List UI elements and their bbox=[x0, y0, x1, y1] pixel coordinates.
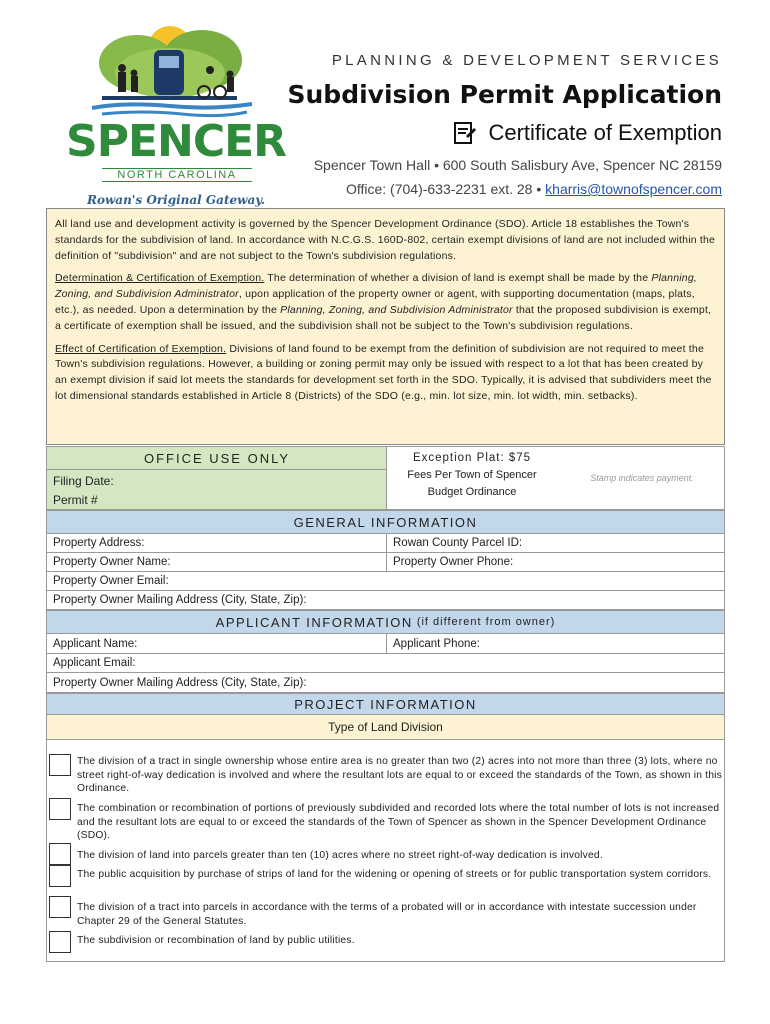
general-information-heading: GENERAL INFORMATION bbox=[47, 510, 724, 533]
office-use-section bbox=[46, 446, 725, 510]
department-name: PLANNING & DEVELOPMENT SERVICES bbox=[331, 52, 722, 69]
option-text-1: The division of a tract in single ownership whose entire area is no greater than two (2) acres into not more than three (3) lots, where no street right-of-way dedication is involved and where the resultant lots are equal to or exceed the standards of the Town, as shown in this Ordinance. bbox=[77, 756, 723, 794]
option-checkbox-1[interactable] bbox=[49, 754, 71, 776]
info-paragraph-2 bbox=[55, 271, 716, 334]
contact-email-link[interactable]: kharris@townofspencer.com bbox=[545, 181, 722, 197]
owner-phone-field[interactable]: Property Owner Phone: bbox=[393, 556, 514, 568]
address-row bbox=[46, 534, 725, 553]
option-checkbox-2[interactable] bbox=[49, 798, 71, 820]
option-checkbox-4[interactable] bbox=[49, 865, 71, 887]
applicant-information-heading bbox=[47, 610, 724, 633]
owner-email-field[interactable]: Property Owner Email: bbox=[53, 575, 169, 587]
applicant-mailing-field[interactable]: Property Owner Mailing Address (City, State, Zip): bbox=[53, 676, 307, 689]
option-text-3: The division of land into parcels greater than ten (10) acres where no street right-of-way dedication is involved. bbox=[77, 850, 603, 861]
applicant-row bbox=[46, 634, 725, 654]
document-stamp-icon bbox=[452, 120, 478, 146]
applicant-email-row bbox=[46, 654, 725, 673]
info-paragraph-3 bbox=[55, 342, 716, 405]
option-checkbox-5[interactable] bbox=[49, 896, 71, 918]
applicant-phone-field[interactable]: Applicant Phone: bbox=[393, 637, 480, 650]
logo-wordmark: SPENCER bbox=[66, 116, 287, 167]
logo-tagline: Rowan's Original Gateway. bbox=[86, 193, 265, 207]
owner-email-row bbox=[46, 572, 725, 591]
owner-row bbox=[46, 553, 725, 572]
fee-line-1: Fees Per Town of Spencer bbox=[407, 469, 537, 481]
p2-text-a: The determination of whether a division of land is exempt shall be made by the bbox=[264, 272, 652, 285]
owner-mailing-row bbox=[46, 591, 725, 610]
filing-date-field[interactable]: Filing Date: bbox=[53, 474, 114, 488]
stamp-note: Stamp indicates payment. bbox=[590, 473, 694, 483]
applicant-header-row bbox=[46, 610, 725, 634]
owner-name-field[interactable]: Property Owner Name: bbox=[47, 553, 387, 571]
page-title: Subdivision Permit Application bbox=[287, 80, 722, 109]
p3-text: Divisions of land found to be exempt from the definition of subdivision are not required to meet the Town's subdivision regulations. However, a building or zoning permit may only be issued with respect to a lot that has been created by an exempt division if said lot meets the standards for development set forth in the SDO. Typically, it is advised that subdividers meet the lot dimensional standards established in Article 8 (Districts) of the SDO (e.g., min. lot size, min. lot width, min. setbacks). bbox=[55, 342, 712, 402]
permit-number-field[interactable]: Permit # bbox=[53, 493, 98, 507]
subtitle-text: Certificate of Exemption bbox=[488, 120, 722, 145]
land-division-options bbox=[46, 740, 725, 962]
applicant-title: APPLICANT INFORMATION bbox=[215, 614, 413, 630]
ordinance-info-box bbox=[46, 208, 725, 445]
owner-mailing-field[interactable]: Property Owner Mailing Address (City, State, Zip): bbox=[53, 594, 307, 606]
option-checkbox-3[interactable] bbox=[49, 843, 71, 865]
p2-text-c: that the proposed subdivision is exempt, a certificate of exemption shall be issued, and the subdivision shall not be subject to the Town's subdivision regulations. bbox=[55, 303, 712, 332]
town-hall-address: Spencer Town Hall • 600 South Salisbury Ave, Spencer NC 28159 bbox=[313, 157, 722, 173]
option-text-5: The division of a tract into parcels in accordance with the terms of a probated will or in accordance with intestate succession under Chapter 29 of the General Statutes. bbox=[77, 902, 697, 927]
office-use-panel bbox=[47, 447, 387, 509]
determination-heading: Determination & Certification of Exemption. bbox=[55, 272, 265, 285]
p2-text-b: , upon application of the property owner or agent, with supporting documentation (maps, plats, etc.), as needed. Upon a determination by the bbox=[55, 288, 695, 316]
option-text-6: The subdivision or recombination of land by public utilities. bbox=[77, 935, 355, 946]
fee-line-2: Budget Ordinance bbox=[427, 486, 517, 498]
type-row bbox=[46, 715, 725, 740]
page-subtitle bbox=[452, 120, 722, 146]
option-text-2: The combination or recombination of portions of previously subdivided and recorded lots where the total number of lots is not increased and the resultant lots are equal to or exceed the standards of the Town of Spencer as shown in the Spencer Development Ordinance (SDO). bbox=[77, 803, 720, 841]
office-use-title: OFFICE USE ONLY bbox=[143, 451, 291, 466]
fee-title: Exception Plat: $75 bbox=[412, 452, 532, 464]
spencer-logo bbox=[62, 18, 287, 207]
property-address-field[interactable]: Property Address: bbox=[47, 534, 387, 552]
option-checkbox-6[interactable] bbox=[49, 931, 71, 953]
applicant-mailing-row bbox=[46, 673, 725, 693]
type-of-land-division-label: Type of Land Division bbox=[47, 715, 724, 739]
effect-heading: Effect of Certification of Exemption. bbox=[55, 342, 227, 355]
office-contact bbox=[346, 181, 722, 197]
applicant-name-field[interactable]: Applicant Name: bbox=[47, 634, 387, 653]
p2-italic-1: Planning, Zoning, and Subdivision Administrator bbox=[55, 272, 697, 301]
applicant-email-field[interactable]: Applicant Email: bbox=[53, 657, 136, 669]
general-header-row bbox=[46, 510, 725, 534]
project-header-row bbox=[46, 693, 725, 715]
logo-state: NORTH CAROLINA bbox=[102, 168, 252, 182]
project-information-heading: PROJECT INFORMATION bbox=[47, 693, 724, 714]
office-phone: Office: (704)-633-2231 ext. 28 • bbox=[345, 181, 546, 197]
parcel-id-field[interactable]: Rowan County Parcel ID: bbox=[393, 537, 523, 549]
fee-info bbox=[388, 450, 556, 501]
info-paragraph-1: All land use and development activity is governed by the Spencer Development Ordinance (SDO). Article 18 establishes the Town's standards for the subdivision of land. In accordance with N.C.G.S. 160D-802, certain exempt divisions of land are not included within the definition of "subdivision" and are not subject to the Town's subdivision regulations. bbox=[55, 218, 716, 262]
option-text-4: The public acquisition by purchase of strips of land for the widening or opening of streets or for public transportation system corridors. bbox=[77, 869, 712, 880]
applicant-title-note: (if different from owner) bbox=[416, 616, 556, 628]
p2-italic-2: Planning, Zoning, and Subdivision Administrator bbox=[280, 303, 513, 316]
